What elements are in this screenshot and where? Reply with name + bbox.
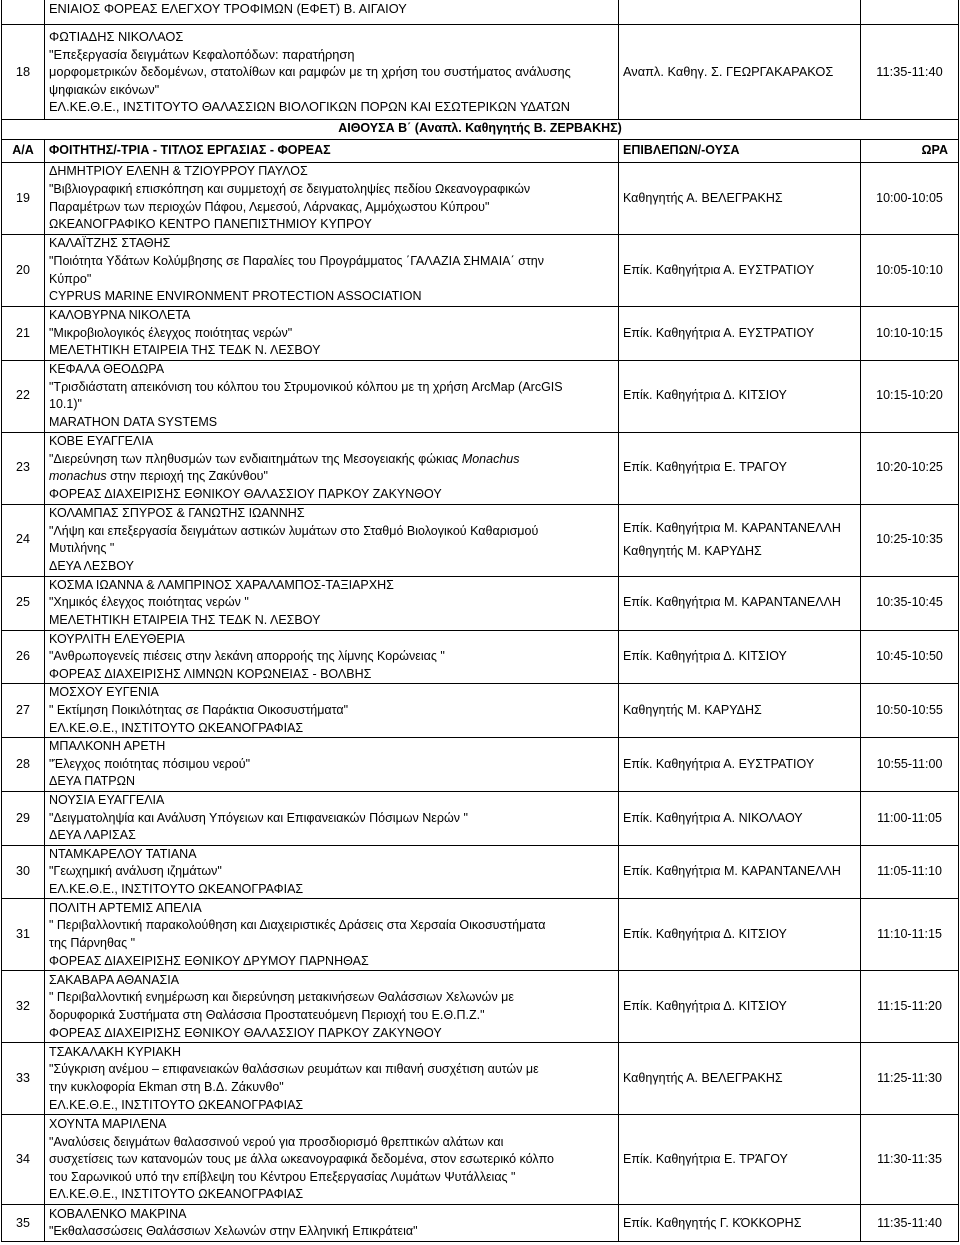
row-number: 32 [2, 971, 45, 1043]
title-line: monachus στην περιοχή της Ζακύνθου" [49, 469, 268, 484]
supervisor-name: Επίκ. Καθηγήτρια Δ. ΚΙΤΣΙΟΥ [623, 649, 787, 664]
student-line: ΚΑΛΑΪΤΖΗΣ ΣΤΑΘΗΣ [49, 236, 171, 251]
supervisor-name: Καθηγητής Μ. ΚΑΡΥΔΗΣ [623, 544, 762, 559]
title-line: " Εκτίμηση Ποικιλότητας σε Παράκτια Οικοσυστήματα" [49, 702, 349, 717]
title-line: " Περιβαλλοντική ενημέρωση και διερεύνηση μετακινήσεων Θαλάσσιων Χελωνών με [49, 990, 514, 1005]
title-line: "Τρισδιάστατη απεικόνιση του κόλπου του Στρυμονικού κόλπου με τη χρήση ArcMap (ArcGIS [49, 379, 563, 394]
time-cell: 10:15-10:20 [861, 360, 959, 432]
supervisor-cell [619, 630, 861, 684]
supervisor-cell [619, 845, 861, 899]
time-cell: 11:35-11:40 [861, 1205, 959, 1242]
row-number: 19 [2, 163, 45, 235]
supervisor-cell [619, 432, 861, 504]
student-line: ΜΟΣΧΟΥ ΕΥΓΕΝΙΑ [49, 685, 159, 700]
student-line: ΠΟΛΙΤΗ ΑΡΤΕΜΙΣ ΑΠΕΛΙΑ [49, 900, 202, 915]
title-line: "Ανθρωπογενείς πιέσεις στην λεκάνη απορροής της λίμνης Κορώνειας " [49, 649, 445, 664]
supervisor-cell [619, 971, 861, 1043]
header-supervisor: ΕΠΙΒΛΕΠΩΝ/-ΟΥΣΑ [619, 140, 861, 163]
student-line: ΜΠΑΛΚΟΝΗ ΑΡΕΤΗ [49, 739, 166, 754]
host-line: ΕΝΙΑΙΟΣ ΦΟΡΕΑΣ ΕΛΕΓΧΟΥ ΤΡΟΦΙΜΩΝ (ΕΦΕΤ) Β. ΑΙΓΑΙΟΥ [49, 1, 407, 16]
student-line: ΚΟΥΡΛΙΤΗ ΕΛΕΥΘΕΡΙΑ [49, 631, 185, 646]
supervisor-cell [619, 1115, 861, 1205]
title-line: Μυτιλήνης " [49, 541, 115, 556]
title-line: "Ποιότητα Υδάτων Κολύμβησης σε Παραλίες του Προγράμματος ΄ΓΑΛΑΖΙΑ ΣΗΜΑΙΑ΄ στην [49, 253, 544, 268]
time-cell: 10:55-11:00 [861, 738, 959, 792]
organization-line: ΕΛ.ΚΕ.Θ.Ε., ΙΝΣΤΙΤΟΥΤΟ ΩΚΕΑΝΟΓΡΑΦΙΑΣ [49, 720, 304, 735]
table-row [2, 1115, 959, 1205]
header-row [2, 140, 959, 163]
supervisor-name: Επίκ. Καθηγήτρια Δ. ΚΙΤΣΙΟΥ [623, 927, 787, 942]
row-number: 34 [2, 1115, 45, 1205]
time-cell: 11:00-11:05 [861, 791, 959, 845]
row-number: 33 [2, 1043, 45, 1115]
student-line: ΣΑΚΑΒΑΡΑ ΑΘΑΝΑΣΙΑ [49, 972, 180, 987]
table-row [2, 163, 959, 235]
row-number: 26 [2, 630, 45, 684]
time-cell: 10:25-10:35 [861, 504, 959, 576]
presentation-cell [45, 307, 619, 361]
supervisor-cell [619, 307, 861, 361]
student-line: ΧΟΥΝΤΑ ΜΑΡΙΛΕΝΑ [49, 1116, 167, 1131]
presentation-cell [45, 163, 619, 235]
previous-session-text [45, 0, 619, 25]
organization-line: ΔΕΥΑ ΠΑΤΡΩΝ [49, 774, 135, 789]
supervisor-cell [619, 576, 861, 630]
time-cell: 11:15-11:20 [861, 971, 959, 1043]
supervisor-name: Επίκ. Καθηγήτρια Ε. ΤΡΆΓΟΥ [623, 1152, 788, 1167]
title-line: "Επεξεργασία δειγμάτων Κεφαλοπόδων: παρατήρηση [49, 46, 355, 62]
organization-line: ΔΕΥΑ ΛΑΡΙΣΑΣ [49, 828, 136, 843]
organization-line: ΕΛ.ΚΕ.Θ.Ε., ΙΝΣΤΙΤΟΥΤΟ ΘΑΛΑΣΣΙΩΝ ΒΙΟΛΟΓΙΚΩΝ ΠΟΡΩΝ ΚΑΙ ΕΣΩΤΕΡΙΚΩΝ ΥΔΑΤΩΝ [49, 99, 570, 115]
table-row [2, 307, 959, 361]
time-cell: 11:30-11:35 [861, 1115, 959, 1205]
table-row [2, 971, 959, 1043]
presentation-cell [45, 738, 619, 792]
table-row [2, 845, 959, 899]
row-number: 29 [2, 791, 45, 845]
time-cell: 11:05-11:10 [861, 845, 959, 899]
title-line: "Βιβλιογραφική επισκόπηση και συμμετοχή σε δειγματοληψίες πεδίου Ωκεανογραφικών [49, 181, 531, 196]
presentation-cell [45, 845, 619, 899]
organization-line: ΦΟΡΕΑΣ ΔΙΑΧΕΙΡΙΣΗΣ ΕΘΝΙΚΟΥ ΘΑΛΑΣΣΙΟΥ ΠΑΡΚΟΥ ΖΑΚΥΝΘΟΥ [49, 1025, 442, 1040]
table-row [2, 432, 959, 504]
title-line: "Γεωχημική ανάλυση ιζημάτων" [49, 864, 222, 879]
empty-num-cell [2, 0, 45, 25]
supervisor-name: Καθηγητής Μ. ΚΑΡΥΔΗΣ [623, 702, 762, 717]
student-line: ΚΕΦΑΛΑ ΘΕΟΔΩΡΑ [49, 362, 165, 377]
organization-line: MARATHON DATA SYSTEMS [49, 414, 218, 429]
header-time: ΩΡΑ [861, 140, 959, 163]
student-line: ΚΟΒΑΛΕΝΚΟ ΜΑΚΡΙΝΑ [49, 1206, 187, 1221]
presentation-cell [45, 1205, 619, 1242]
title-line: "Διερεύνηση των πληθυσμών των ενδιαιτημάτων της Μεσογειακής φώκιας Monachus [49, 451, 520, 466]
presentation-cell [45, 235, 619, 307]
time-cell: 10:05-10:10 [861, 235, 959, 307]
supervisor-name: Επίκ. Καθηγήτρια Α. ΝΙΚΟΛΑΟΥ [623, 810, 803, 825]
supervisor-name: Επίκ. Καθηγήτρια Α. ΕΥΣΤΡΑΤΙΟΥ [623, 756, 815, 771]
table-row [2, 738, 959, 792]
title-line: "Χημικός έλεγχος ποιότητας νερών " [49, 595, 249, 610]
student-line: ΚΟΛΑΜΠΑΣ ΣΠΥΡΟΣ & ΓΑΝΩΤΗΣ ΙΩΑΝΝΗΣ [49, 506, 305, 521]
schedule-table [1, 118, 959, 1242]
table-row [2, 360, 959, 432]
presentation-cell [45, 971, 619, 1043]
schedule-rows [2, 163, 959, 1242]
title-line: της Πάρνηθας " [49, 935, 136, 950]
organization-line: ΜΕΛΕΤΗΤΙΚΗ ΕΤΑΙΡΕΙΑ ΤΗΣ ΤΕΔΚ Ν. ΛΕΣΒΟΥ [49, 343, 321, 358]
supervisor-name: Επίκ. Καθηγήτρια Δ. ΚΙΤΣΙΟΥ [623, 999, 787, 1014]
previous-session-table [1, 0, 959, 120]
title-line: " Περιβαλλοντική παρακολούθηση και Διαχειριστικές Δράσεις στα Χερσαία Οικοσυστήματα [49, 918, 546, 933]
room-row [2, 118, 959, 140]
supervisor-cell [619, 899, 861, 971]
row-number: 24 [2, 504, 45, 576]
supervisor-name: Επίκ. Καθηγήτρια Α. ΕΥΣΤΡΑΤΙΟΥ [623, 262, 815, 277]
supervisor-name: Επίκ. Καθηγήτρια Μ. ΚΑΡΑΝΤΑΝΕΛΛΗ [623, 864, 841, 879]
title-line: 10.1)" [49, 397, 82, 412]
student-line: ΤΣΑΚΑΛΑΚΗ ΚΥΡΙΑΚΗ [49, 1044, 182, 1059]
title-line: "Αναλύσεις δειγμάτων θαλασσινού νερού για προσδιορισμό θρεπτικών αλάτων και [49, 1134, 504, 1149]
presentation-cell [45, 576, 619, 630]
supervisor-cell [619, 235, 861, 307]
row-number: 18 [2, 25, 45, 120]
supervisor-name: Επίκ. Καθηγήτρια Α. ΕΥΣΤΡΑΤΙΟΥ [623, 325, 815, 340]
header-student: ΦΟΙΤΗΤΗΣ/-ΤΡΙΑ - ΤΙΤΛΟΣ ΕΡΓΑΣΙΑΣ - ΦΟΡΕΑΣ [45, 140, 619, 163]
row-number: 23 [2, 432, 45, 504]
title-line: του Σαρωνικού υπό την επίβλεψη του Κέντρου Επεξεργασίας Λυμάτων Ψυτάλλειας " [49, 1169, 516, 1184]
empty-supervisor-cell [619, 0, 861, 25]
title-line: "Εκθαλασσώσεις Θαλάσσιων Χελωνών στην Ελληνική Επικράτεια" [49, 1224, 418, 1239]
title-line: "Σύγκριση ανέμου – επιφανειακών θαλάσσιων ρευμάτων και πιθανή συσχέτιση αυτών με [49, 1062, 539, 1077]
supervisor-name: Επίκ. Καθηγήτρια Δ. ΚΙΤΣΙΟΥ [623, 388, 787, 403]
row-number: 21 [2, 307, 45, 361]
room-title: ΑΙΘΟΥΣΑ Β΄ (Αναπλ. Καθηγητής Β. ΖΕΡΒΑΚΗΣ) [2, 118, 959, 140]
supervisor-cell [619, 1205, 861, 1242]
table-row [2, 1043, 959, 1115]
title-line: Παραμέτρων των περιοχών Πάφου, Λεμεσού, Λάρνακας, Αμμόχωστου Κύπρου" [49, 199, 490, 214]
time-cell: 10:35-10:45 [861, 576, 959, 630]
organization-line: ΔΕΥΑ ΛΕΣΒΟΥ [49, 558, 134, 573]
presentation-cell [45, 1115, 619, 1205]
title-line: Κύπρο" [49, 271, 92, 286]
presentation-cell [45, 432, 619, 504]
header-num: Α/Α [2, 140, 45, 163]
table-row [2, 235, 959, 307]
presentation-cell [45, 791, 619, 845]
student-line: ΦΩΤΙΑΔΗΣ ΝΙΚΟΛΑΟΣ [49, 29, 184, 45]
supervisor-cell [619, 163, 861, 235]
supervisor-name: Καθηγητής Α. ΒΕΛΕΓΡΑΚΗΣ [623, 1071, 783, 1086]
supervisor-cell [619, 684, 861, 738]
student-line: ΚΟΒΕ ΕΥΑΓΓΕΛΙΑ [49, 434, 154, 449]
row-number: 22 [2, 360, 45, 432]
title-line: "Δειγματοληψία και Ανάλυση Υπόγειων και Επιφανειακών Πόσιμων Νερών " [49, 810, 468, 825]
time-cell: 10:20-10:25 [861, 432, 959, 504]
time-cell: 10:10-10:15 [861, 307, 959, 361]
organization-line: CYPRUS MARINE ENVIRONMENT PROTECTION ASSOCIATION [49, 289, 422, 304]
row-number: 28 [2, 738, 45, 792]
previous-session-row [2, 0, 959, 25]
row-number: 31 [2, 899, 45, 971]
table-row [2, 630, 959, 684]
supervisor-cell [619, 738, 861, 792]
title-line: "Λήψη και επεξεργασία δειγμάτων αστικών λυμάτων στο Σταθμό Βιολογικού Καθαρισμού [49, 523, 539, 538]
time-cell: 11:10-11:15 [861, 899, 959, 971]
organization-line: ΕΛ.ΚΕ.Θ.Ε., ΙΝΣΤΙΤΟΥΤΟ ΩΚΕΑΝΟΓΡΑΦΙΑΣ [49, 1097, 304, 1112]
row-number: 25 [2, 576, 45, 630]
supervisor-name: Επίκ. Καθηγήτρια Μ. ΚΑΡΑΝΤΑΝΕΛΛΗ [623, 595, 841, 610]
student-line: ΚΟΣΜΑ ΙΩΑΝΝΑ & ΛΑΜΠΡΙΝΟΣ ΧΑΡΑΛΑΜΠΟΣ-ΤΑΞΙΑΡΧΗΣ [49, 577, 394, 592]
presentation-cell [45, 25, 619, 120]
student-line: ΝΤΑΜΚΑΡΕΛΟΥ ΤΑΤΙΑΝΑ [49, 846, 197, 861]
row-number: 20 [2, 235, 45, 307]
time-cell: 10:45-10:50 [861, 630, 959, 684]
organization-line: ΦΟΡΕΑΣ ΔΙΑΧΕΙΡΙΣΗΣ ΕΘΝΙΚΟΥ ΘΑΛΑΣΣΙΟΥ ΠΑΡΚΟΥ ΖΑΚΥΝΘΟΥ [49, 486, 442, 501]
title-line: "Έλεγχος ποιότητας πόσιμου νερού" [49, 756, 251, 771]
title-line: μορφομετρικών δεδομένων, στατολίθων και ραμφών με τη χρήση του συστήματος ανάλυσης [49, 64, 571, 80]
time-cell: 11:25-11:30 [861, 1043, 959, 1115]
organization-line: ΕΛ.ΚΕ.Θ.Ε., ΙΝΣΤΙΤΟΥΤΟ ΩΚΕΑΝΟΓΡΑΦΙΑΣ [49, 881, 304, 896]
presentation-cell [45, 1043, 619, 1115]
time-cell: 11:35-11:40 [861, 25, 959, 120]
supervisor-name: Επίκ. Καθηγήτρια Μ. ΚΑΡΑΝΤΑΝΕΛΛΗ [623, 520, 841, 535]
table-row [2, 684, 959, 738]
organization-line: ΜΕΛΕΤΗΤΙΚΗ ΕΤΑΙΡΕΙΑ ΤΗΣ ΤΕΔΚ Ν. ΛΕΣΒΟΥ [49, 612, 321, 627]
table-row [2, 576, 959, 630]
title-line: την κυκλοφορία Ekman στη Β.Δ. Ζάκυνθο" [49, 1079, 284, 1094]
table-row [2, 504, 959, 576]
time-cell: 10:00-10:05 [861, 163, 959, 235]
supervisor-cell [619, 1043, 861, 1115]
empty-time-cell [861, 0, 959, 25]
title-line: ψηφιακών εικόνων" [49, 81, 160, 97]
supervisor-cell [619, 360, 861, 432]
student-line: ΝΟΥΣΙΑ ΕΥΑΓΓΕΛΙΑ [49, 792, 165, 807]
title-line: δορυφορικά Συστήματα στη Θαλάσσια Προστατευόμενη Περιοχή του Ε.Θ.Π.Ζ." [49, 1007, 485, 1022]
organization-line: ΦΟΡΕΑΣ ΔΙΑΧΕΙΡΙΣΗΣ ΕΘΝΙΚΟΥ ΔΡΥΜΟΥ ΠΑΡΝΗΘΑΣ [49, 953, 369, 968]
organization-line: ΩΚΕΑΝΟΓΡΑΦΙΚΟ ΚΕΝΤΡΟ ΠΑΝΕΠΙΣΤΗΜΙΟΥ ΚΥΠΡΟΥ [49, 217, 372, 232]
row-number: 27 [2, 684, 45, 738]
supervisor-name: Επίκ. Καθηγητής Γ. ΚΌΚΚΟΡΗΣ [623, 1215, 802, 1230]
presentation-cell [45, 684, 619, 738]
presentation-cell [45, 504, 619, 576]
supervisor-cell [619, 504, 861, 576]
row-number: 35 [2, 1205, 45, 1242]
presentation-cell [45, 360, 619, 432]
table-row [2, 791, 959, 845]
table-row [2, 25, 959, 120]
title-line: "Μικροβιολογικός έλεγχος ποιότητας νερών" [49, 325, 293, 340]
organization-line: ΦΟΡΕΑΣ ΔΙΑΧΕΙΡΙΣΗΣ ΛΙΜΝΩΝ ΚΟΡΩΝΕΙΑΣ - ΒΟΛΒΗΣ [49, 666, 372, 681]
table-row [2, 899, 959, 971]
organization-line: ΕΛ.ΚΕ.Θ.Ε., ΙΝΣΤΙΤΟΥΤΟ ΩΚΕΑΝΟΓΡΑΦΙΑΣ [49, 1187, 304, 1202]
presentation-cell [45, 899, 619, 971]
presentation-cell [45, 630, 619, 684]
table-row [2, 1205, 959, 1242]
title-line: συσχετίσεις των κατανομών τους με άλλα ωκεανογραφικά δεδομένα, στον εσωτερικό κόλπο [49, 1152, 554, 1167]
supervisor-name: Επίκ. Καθηγήτρια Ε. ΤΡΑΓΟΥ [623, 460, 787, 475]
student-line: ΚΑΛΟΒΥΡΝΑ ΝΙΚΟΛΕΤΑ [49, 308, 191, 322]
time-cell: 10:50-10:55 [861, 684, 959, 738]
supervisor-name: Καθηγητής Α. ΒΕΛΕΓΡΑΚΗΣ [623, 190, 783, 205]
row-number: 30 [2, 845, 45, 899]
student-line: ΔΗΜΗΤΡΙΟΥ ΕΛΕΝΗ & ΤΖΙΟΥΡΡΟΥ ΠΑΥΛΟΣ [49, 164, 308, 179]
supervisor-cell: Αναπλ. Καθηγ. Σ. ΓΕΩΡΓΑΚΑΡΑΚΟΣ [619, 25, 861, 120]
supervisor-cell [619, 791, 861, 845]
